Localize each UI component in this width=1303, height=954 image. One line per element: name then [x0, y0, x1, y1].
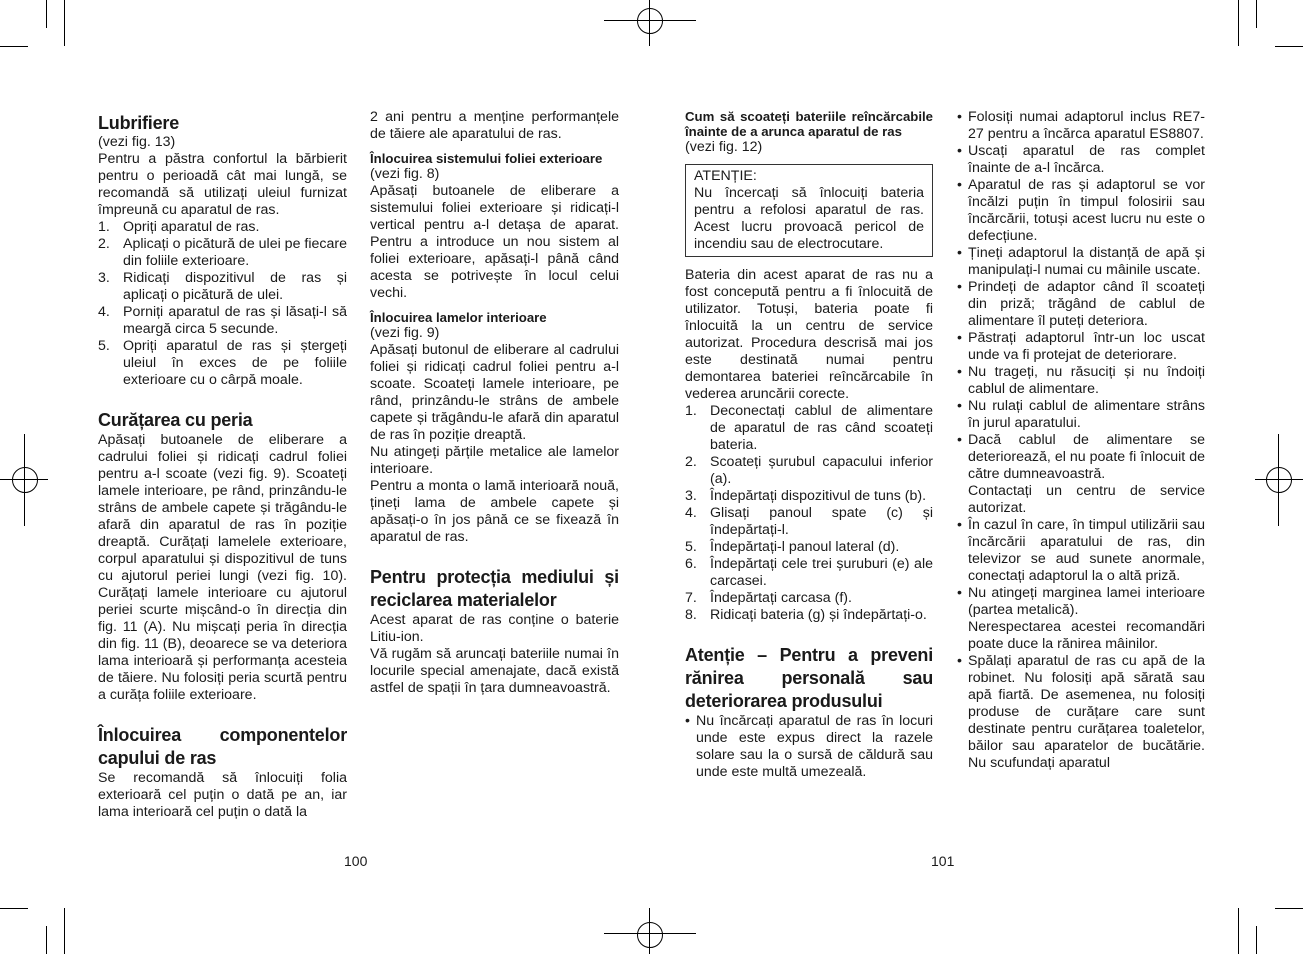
mediu-heading: Pentru protecția mediului și reciclarea materialelor: [370, 567, 619, 610]
atentie-bullets: [685, 713, 933, 781]
warning-box: [685, 164, 933, 257]
folie-heading: Înlocuirea sistemului foliei exterioare: [370, 151, 603, 166]
list-item: • Păstrați adaptorul într-un loc uscat unde va fi protejat de deteriorare.: [957, 330, 1205, 364]
list-item: 4. Porniți aparatul de ras și lăsați-l să meargă circa 5 secunde.: [98, 304, 347, 337]
baterii-text: Bateria din acest aparat de ras nu a fost concepută pentru a fi înlocuită de utilizator. Totuși, bateria poate fi înlocuită la un centru de service autorizat. Procedura descrisă mai jos este destinată numai pentru demontarea bateriei reîncărcabile în vederea aruncării corecte.: [685, 267, 933, 402]
list-item: 4. Glisați panoul spate (c) și îndepărtați-l.: [685, 505, 933, 538]
warning-text: Nu încercați să înlocuiți bateria pentru a refolosi aparatul de ras. Acest lucru provoacă pericol de incendiu sau de electrocutare.: [694, 185, 924, 252]
folie-text: Apăsați butoanele de eliberare a sistemului foliei exterioare și ridicați-l vertical pentru a-l detașa de aparat. Pentru a introduce un nou sistem al foliei exterioare, apăsați-l până când acesta se potrivește în locul celui vechi.: [370, 183, 619, 301]
safety-bullets: [957, 109, 1205, 772]
list-item: • Folosiți numai adaptorul inclus RE7-27 pentru a încărca aparatul ES8807.: [957, 109, 1205, 143]
list-item: 5. Îndepărtați-l panoul lateral (d).: [685, 539, 900, 555]
list-item: • Aparatul de ras și adaptorul se vor încălzi puțin în timpul folosirii sau încărcării, totuși acest lucru nu este o defecțiune.: [957, 177, 1205, 245]
lubrifiere-intro: Pentru a păstra confortul la bărbierit pentru o perioadă cât mai lungă, se recomandă să utilizați uleiul furnizat împreună cu aparatul de ras.: [98, 151, 347, 218]
list-item: 3. Ridicați dispozitivul de ras și aplicați o picătură de ulei.: [98, 270, 347, 303]
inlocuirea-text: Se recomandă să înlocuiți folia exterioară cel puțin o dată pe an, iar lama interioară cel puțin o dată la: [98, 770, 347, 820]
list-item: 8. Ridicați bateria (g) și îndepărtați-o.: [685, 607, 927, 623]
page-number-right: 101: [931, 853, 955, 869]
inlocuirea-heading: Înlocuirea componentelor capului de ras: [98, 725, 347, 768]
column-2: [370, 109, 619, 697]
warning-title: ATENȚIE:: [694, 168, 757, 184]
list-item: 2. Scoateți șurubul capacului inferior (a).: [685, 454, 933, 487]
list-item: 7. Îndepărtați carcasa (f).: [685, 590, 852, 606]
mediu-text-1: Acest aparat de ras conține o baterie Litiu-ion.: [370, 612, 619, 645]
column-1: [98, 112, 347, 821]
lubrifiere-steps: [98, 219, 347, 389]
list-item: • Dacă cablul de alimentare se deteriorează, el nu poate fi înlocuit de către dumneavoastră. Contactați un centru de service autorizat.: [957, 432, 1205, 517]
lame-text-1: Apăsați butonul de eliberare al cadrului foliei și ridicați cadrul foliei pentru a-l scoate. Scoateți lamele interioare, pe rând, prinzându-le strâns de ambele capete și trăgându-le afară din aparatul de ras în poziție dreaptă.: [370, 342, 619, 443]
page-number-left: 100: [344, 853, 368, 869]
list-item: • Spălați aparatul de ras cu apă de la robinet. Nu folosiți apă sărată sau apă fiartă. De asemenea, nu folosiți produse de curățare care sunt destinate pentru curățarea toaletelor, băilor sau aparatelor de bucătărie. Nu scufundați aparatul: [957, 653, 1205, 772]
list-item: 6. Îndepărtați cele trei șuruburi (e) ale carcasei.: [685, 556, 933, 589]
curatarea-text: Apăsați butoanele de eliberare a cadrului foliei și ridicați cadrul foliei pentru a-l scoate (vezi fig. 9). Scoateți lamele interioare, pe rând, prinzându-le strâns de ambele capete și trăgându-le afară din aparatul de ras în poziție dreaptă. Curățați lamelele exterioare, corpul aparatului și dispozitivul de tuns cu ajutorul periei lungi (vezi fig. 10). Curățați lamele interioare cu ajutorul periei scurte mișcând-o în direcția din fig. 11 (A). Nu mișcați peria în direcția din fig. 11 (B), deoarece se va deteriora lama interioară și performanța acesteia de tăiere. Nu folosiți peria scurtă pentru a curăța foliile exterioare.: [98, 432, 347, 703]
lubrifiere-heading: Lubrifiere: [98, 113, 180, 133]
lame-text-2: Nu atingeți părțile metalice ale lamelor interioare.: [370, 444, 619, 477]
baterii-ref: (vezi fig. 12): [685, 139, 763, 155]
list-item: 1. Deconectați cablul de alimentare de aparatul de ras când scoateți bateria.: [685, 403, 933, 453]
atentie-heading: Atenție – Pentru a preveni rănirea personală sau deteriorarea produsului: [685, 645, 933, 711]
list-item: 3. Îndepărtați dispozitivul de tuns (b).: [685, 488, 927, 504]
list-item: • Nu rulați cablul de alimentare strâns în jurul aparatului.: [957, 398, 1205, 432]
folie-ref: (vezi fig. 8): [370, 166, 440, 182]
lubrifiere-ref: (vezi fig. 13): [98, 134, 176, 150]
lame-heading: Înlocuirea lamelor interioare: [370, 310, 547, 325]
curatarea-heading: Curățarea cu peria: [98, 410, 253, 430]
list-item: • Prindeți de adaptor când îl scoateți din priză; trăgând de cablul de alimentare îl puteți deteriora.: [957, 279, 1205, 330]
list-item: • Nu încărcați aparatul de ras în locuri unde este expus direct la razele solare sau la o sursă de căldură sau unde este multă umezeală.: [685, 713, 933, 781]
lame-ref: (vezi fig. 9): [370, 325, 440, 341]
list-item: • Țineți adaptorul la distanță de apă și manipulați-l numai cu mâinile uscate.: [957, 245, 1205, 279]
column-4: [957, 109, 1205, 772]
baterii-steps: [685, 403, 933, 624]
continuation-text: 2 ani pentru a menține performanțele de tăiere ale aparatului de ras.: [370, 109, 619, 142]
lame-text-3: Pentru a monta o lamă interioară nouă, țineți lama de ambele capete și apăsați-o în jos până ce se fixează în aparatul de ras.: [370, 478, 619, 545]
list-item: 5. Opriți aparatul de ras și ștergeți uleiul în exces de pe foliile exterioare cu o cârpă moale.: [98, 338, 347, 388]
list-item: • În cazul în care, în timpul utilizării sau încărcării aparatului de ras, din televizor se aud sunete anormale, conectați adaptorul la o altă priză.: [957, 517, 1205, 585]
list-item: • Nu atingeți marginea lamei interioare (partea metalică). Nerespectarea acestei recomandări poate duce la rănirea mâinilor.: [957, 585, 1205, 653]
mediu-text-2: Vă rugăm să aruncați bateriile numai în locurile special amenajate, dacă există astfel de spații în țara dumneavoastră.: [370, 646, 619, 696]
list-item: 1. Opriți aparatul de ras.: [98, 219, 260, 235]
list-item: 2. Aplicați o picătură de ulei pe fiecare din foliile exterioare.: [98, 236, 347, 269]
list-item: • Uscați aparatul de ras complet înainte de a-l încărca.: [957, 143, 1205, 177]
baterii-heading: Cum să scoateți bateriile reîncărcabile înainte de a arunca aparatul de ras: [685, 109, 933, 139]
list-item: • Nu trageți, nu răsuciți și nu îndoiți cablul de alimentare.: [957, 364, 1205, 398]
column-3: [685, 109, 933, 781]
